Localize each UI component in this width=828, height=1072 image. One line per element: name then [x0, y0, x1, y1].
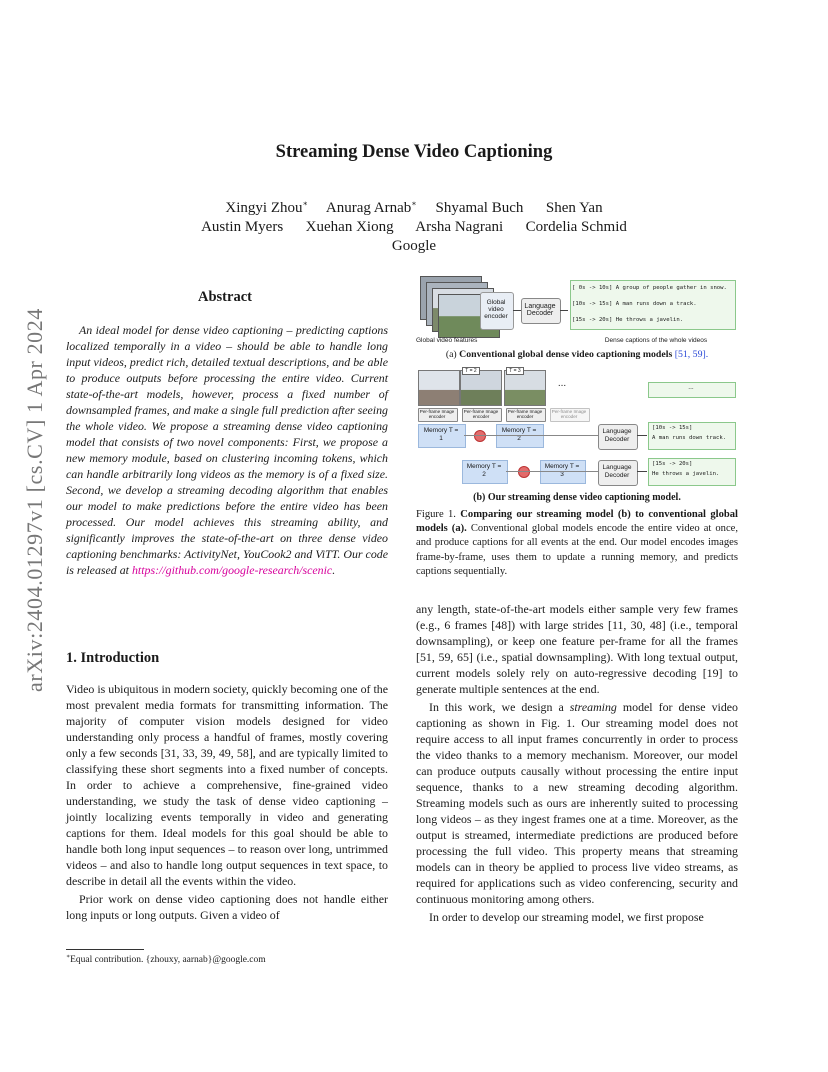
intro-paragraph-2: Prior work on dense video captioning does not handle either long inputs or long outputs. Given a video of	[66, 892, 388, 922]
author: Shen Yan	[545, 200, 603, 216]
abstract-body	[66, 322, 388, 578]
author-list	[0, 194, 828, 256]
figure-a	[416, 272, 738, 347]
arrow	[560, 310, 568, 311]
text: model for dense video captioning as shown in Fig. 1. Our streaming model does not require access to all input frames concurrently in order to process the video thanks to a memory mechanism. Moreover, our model can produce outputs causally without processing the entire input sequence, thanks to a new streaming decoding algorithm. Streaming models such as ours are inherently suited to processing long videos – as they ingest frames one at a time. Moreover, as the output is streamed, intermediate predictions are produced before processing the full video. This property means that streaming models can in theory be applied to process live video streams, as required for applications such as video conferencing, security and continuous monitoring among others.	[416, 700, 738, 906]
frame-t1	[418, 370, 460, 406]
footnote-rule	[66, 949, 144, 950]
abstract-heading: Abstract	[198, 289, 252, 305]
caption-line: [10s -> 15s] A man runs down a track.	[572, 301, 697, 307]
figure-b	[416, 366, 738, 490]
author: Arsha Nagrani	[415, 219, 504, 235]
language-decoder-label: Language Decoder	[602, 464, 632, 479]
arxiv-sidebar	[10, 290, 60, 710]
image-encoder-label: Per-frame Image encoder	[419, 409, 455, 419]
caption-bold: Comparing our streaming model (b) to conventional global models (a).	[416, 509, 738, 535]
author: Xingyi Zhou	[225, 200, 303, 216]
right-column-body	[416, 601, 738, 925]
author: Cordelia Schmid	[525, 219, 627, 235]
code-link[interactable]: https://github.com/google-research/scenic	[131, 563, 333, 577]
output-ellipsis: ...	[688, 384, 694, 391]
figure-1-caption	[416, 508, 738, 579]
memory-label: Memory T = 1	[423, 427, 459, 442]
caption-prefix: (a)	[445, 349, 460, 360]
author: Shyamal Buch	[435, 200, 524, 216]
right-paragraph-1: any length, state-of-the-art models either sample very few frames (e.g., 6 frames [48]) with large strides [11, 30, 48] (i.e., temporal downsampling), or keep one feature per-frame for all the frames [51, 59, 65] (i.e., spatial downsampling). With long textual output, current models solely rely on auto-regressive decoding [19] to generate multiple sentences at the end.	[416, 602, 738, 696]
author: Xuehan Xiong	[305, 219, 394, 235]
dense-captions-label: Dense captions of the whole videos	[604, 337, 708, 344]
caption-line: [ 0s -> 10s] A group of people gather in snow.	[572, 285, 727, 291]
memory-label: Memory T = 2	[466, 463, 502, 478]
output-line: He throws a javelin.	[652, 471, 720, 477]
output-line: [10s -> 15s]	[652, 425, 693, 431]
frames-ellipsis: ...	[557, 378, 567, 389]
language-decoder-label: Language Decoder	[602, 428, 632, 443]
figure-a-caption	[416, 349, 738, 360]
connector	[464, 435, 598, 436]
arrow	[513, 310, 521, 311]
image-encoder-label: Per-frame Image encoder	[463, 409, 499, 419]
arxiv-id: arXiv:2404.01297v1 [cs.CV] 1 Apr 2024	[22, 308, 47, 692]
output-line: A man runs down track.	[652, 435, 727, 441]
authors-line-1: Xingyi Zhou∗ Anurag Arnab∗ Shyamal Buch Shen Yan	[225, 199, 603, 216]
t3-label: T = 3	[506, 367, 524, 375]
merge-node	[474, 430, 486, 442]
caption-bold: Conventional global dense video captioning models	[459, 349, 673, 360]
author: Anurag Arnab	[325, 200, 412, 216]
image-encoder-label: Per-frame Image encoder	[551, 409, 587, 419]
intro-heading: 1. Introduction	[66, 650, 160, 666]
caption-rest: Conventional global models encode the entire video at once, and produce captions for all events at the end. Our model encodes images frame-by-frame, uses them to update a running memory, and predicts captions sequentially.	[416, 523, 738, 577]
author: Austin Myers	[201, 219, 284, 235]
intro-paragraph-1: Video is ubiquitous in modern society, quickly becoming one of the most prevalent media formats for transmitting information. The majority of computer vision models designed for video understanding only process a handful of frames, mostly covering only a few seconds [31, 33, 39, 49, 58], and are typically limited to classifying these short segments into a fixed number of concepts. In order to achieve a comprehensive, fine-grained video understanding, we study the task of dense video captioning – jointly localizing events temporally in video and generating captions for them. Ideal models for this goal should be able to handle both long input sequences – to reason over long, untrimmed videos – and also to handle long output sequences in text space, to describe in detail all the events within the video.	[66, 682, 388, 888]
right-paragraph-2	[416, 699, 738, 907]
memory-label: Memory T = 2	[501, 427, 537, 442]
merge-node	[518, 466, 530, 478]
affiliation: Google	[391, 238, 437, 254]
footnote: ∗Equal contribution. {zhouxy, aarnab}@google.com	[66, 954, 266, 966]
frame-t3	[504, 370, 546, 406]
t2-label: T = 2	[462, 367, 480, 375]
intro-body	[66, 681, 388, 923]
caption-line: [15s -> 20s] He throws a javelin.	[572, 317, 684, 323]
memory-label: Memory T = 3	[544, 463, 580, 478]
connector	[506, 471, 598, 472]
citation[interactable]: [51, 59].	[672, 349, 709, 360]
abstract-text: An ideal model for dense video captioning – predicting captions localized temporally in a video – should be able to handle long input videos, predict rich, detailed textual descriptions, and be able to produce outputs before processing the entire video. Current state-of-the-art models, however, process a fixed number of downsampled frames, and make a single full prediction after seeing the whole video. We propose a streaming dense video captioning model that consists of two novel components: First, we propose a new memory module, based on clustering incoming tokens, which can handle arbitrarily long videos as the memory is of a fixed size. Second, we develop a streaming decoding algorithm that enables our model to make predictions before the entire video has been processed. Our model achieves this streaming ability, and significantly improves the state-of-the-art on three dense video captioning benchmarks: ActivityNet, YouCook2 and ViTT. Our code is released at	[66, 323, 388, 577]
paper-title: Streaming Dense Video Captioning	[275, 142, 553, 162]
text: In this work, we design a	[429, 700, 570, 714]
abstract-end: .	[332, 563, 336, 577]
global-features-label: Global video features	[416, 337, 478, 344]
emphasis: streaming	[569, 700, 617, 714]
figure-b-caption: (b) Our streaming dense video captioning model.	[473, 492, 681, 503]
footnote-text: Equal contribution. {zhouxy, aarnab}@google.com	[70, 955, 266, 966]
language-decoder-label: Language Decoder	[524, 303, 556, 317]
arrow	[637, 471, 647, 472]
global-encoder-label: Global video encoder	[484, 299, 508, 320]
authors-line-2	[0, 218, 828, 237]
image-encoder-label: Per-frame Image encoder	[507, 409, 543, 419]
frame-t2	[460, 370, 502, 406]
output-line: [15s -> 20s]	[652, 461, 693, 467]
caption-prefix: Figure 1.	[416, 509, 461, 520]
right-paragraph-3: In order to develop our streaming model, we first propose	[429, 910, 704, 924]
arrow	[637, 435, 647, 436]
